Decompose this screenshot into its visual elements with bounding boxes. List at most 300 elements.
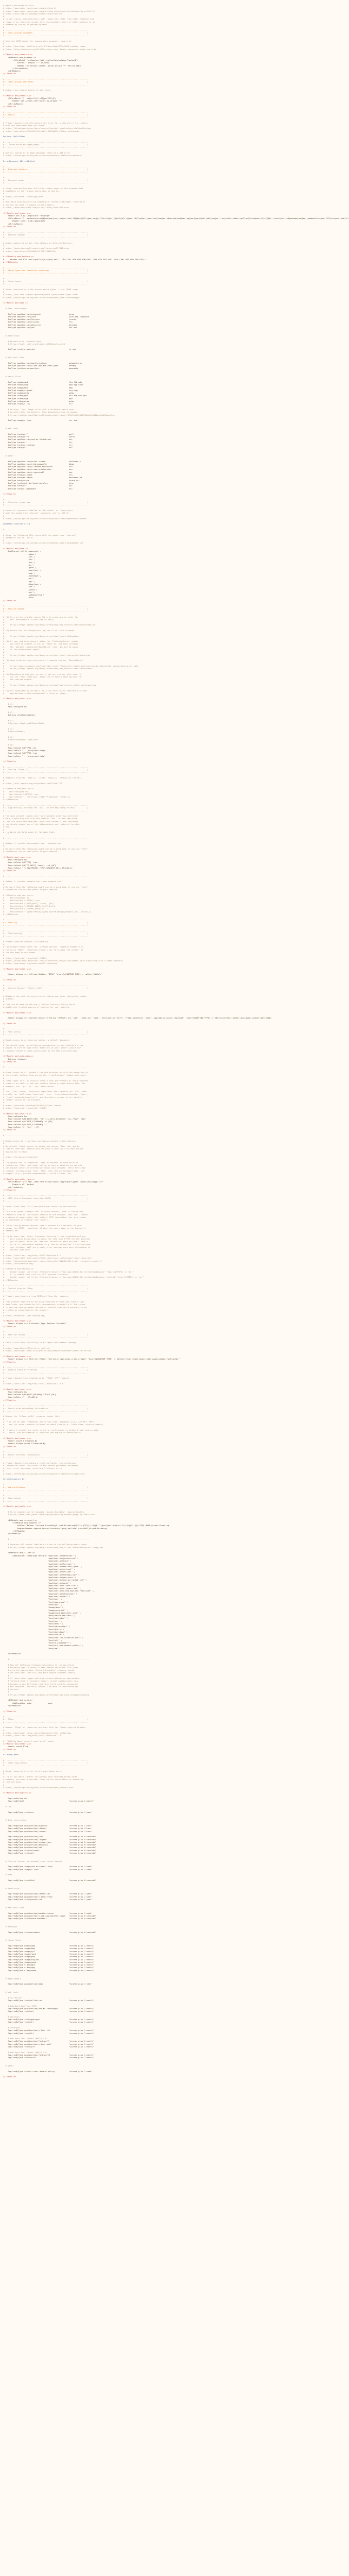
code-line: "application/geo+json" \ — [3, 1576, 76, 1579]
code-line: "font/eot" \ — [3, 1598, 62, 1601]
code-line: ExpiresByType image/jpeg "access plus 1 month" — [3, 1952, 94, 1955]
comment-line: # with the media type `charset` parameter set to `UTF-8`. — [3, 512, 71, 515]
code-line: <IfModule mod_mime.c> — [3, 1699, 33, 1702]
comment-line: # | Referrer Policy | — [3, 1333, 88, 1336]
comment-line: # | Media types | — [3, 279, 88, 282]
comment-line: # https://developer.yahoo.com/blogs/ydn/pushing-beyond-gzipping-25601.html — [3, 1513, 95, 1516]
section-divider: # ---------------------------------------------------------------------- — [3, 116, 88, 119]
code-line: .json \ — [3, 566, 37, 569]
code-line: .mjs \ — [3, 580, 35, 583]
comment-line: # Option 2: rewrite example.com → www.example.com — [3, 880, 61, 883]
comment-line: # Data interchange — [3, 1819, 27, 1822]
comment-line: # — [3, 686, 5, 689]
comment-line: # Use <meta http-equiv="X-UA-Compatible" content="IE=edge"> instead if — [3, 200, 86, 204]
code-line: ExpiresByType image/png "access plus 1 month" — [3, 1955, 94, 1958]
comment-line: # By default, block access to backup and source files that may be — [3, 1145, 80, 1148]
comment-line: # Allow cross-origin access to web fonts. — [3, 89, 51, 92]
code-line: AddType video/webm webm — [3, 400, 74, 403]
comment-line: # — [3, 1426, 5, 1429]
module-tag: </IfModule> — [3, 2075, 16, 2078]
comment-line: # `Content-Enable` response header, client applications (e.g.: — [3, 1680, 81, 1683]
comment-line: # | Compression | — [3, 1497, 88, 1500]
comment-line: # ---------------------------------------------------------------------- — [3, 935, 88, 938]
comment-line: # — [3, 1297, 5, 1300]
comment-line: # You should leave the following uncommented, as you shouldn't allow — [3, 1044, 83, 1047]
comment-line: # anyone to surf through every directory on your server (which may — [3, 1046, 81, 1049]
section-divider: # ---------------------------------------------------------------------- — [3, 604, 88, 607]
comment-line: # — [3, 1076, 5, 1079]
code-line: </IfModule> — [3, 1704, 21, 1707]
section-divider: # ---------------------------------------------------------------------- — [3, 924, 88, 927]
module-tag: </IfModule> — [3, 72, 16, 75]
comment-line: # RewriteCond %{HTTP_HOST} !^www\. [NC] — [3, 902, 54, 905]
comment-line: # URLs, especially not with and without `www.` at the beginning. — [3, 817, 79, 820]
section-heading: # | Security | — [3, 921, 88, 924]
module-tag: <IfModule mod_rewrite.c> — [3, 1387, 31, 1391]
code-line: RewriteCond %{REQUEST_URI} "!(^|/)\.well-known/([^./]+./?)+$" [NC] — [3, 1117, 86, 1121]
comment-line: # of the performance impact. — [3, 648, 41, 651]
comment-line: # Serve all resources labeled as `text/html` or `text/plain` — [3, 509, 74, 512]
comment-line: # https://tools.ietf.org/html/rfc5785 — [3, 1106, 47, 1109]
code-line: "text/html" \ — [3, 1622, 63, 1625]
directive-line: ErrorDocument 404 /404.html — [3, 159, 35, 162]
comment-line: # https://github.com/h5bp/html5-boilerplate/commit/37b5fec090d00f38de64b591bcddcb205aadf8ee — [3, 413, 115, 416]
comment-line: # https://tools.ietf.org/html/rfc6797#section-6.1 — [3, 1253, 61, 1257]
code-line: AddType application/octet-stream safariextz — [3, 460, 81, 463]
comment-line: # https://www.nginx.com/resources/wiki/start/ — [3, 7, 56, 10]
module-tag: # <IfModule mod_headers.c> — [3, 255, 34, 258]
comment-line: # Redirect from the `http://` to the `https://` version of the URL. — [3, 776, 82, 779]
comment-line: # https://httpd.apache.org/docs/current/mod/mod_mime.html#addtype — [3, 296, 80, 299]
code-line: <IfModule mod_headers.c> — [3, 1521, 41, 1524]
comment-line: # — [3, 651, 5, 654]
code-line: ExpiresByType audio/ogg "access plus 1 month" — [3, 1944, 94, 1947]
comment-line: # (2) — [3, 710, 14, 714]
module-tag: <IfModule mod_deflate.c> — [3, 1505, 31, 1508]
comment-line: # — [3, 670, 5, 673]
comment-line: # Force client-side TLS (Transport Layer Security) redirection. — [3, 1205, 78, 1208]
section-heading: # | Cross-origin web fonts | — [3, 80, 88, 83]
comment-line: # ---------------------------------------------------------------------- — [3, 1284, 88, 1287]
comment-line: # https://tools.ietf.org/html/rfc7231#section-4.3.8 — [3, 1382, 63, 1385]
comment-line: # ---------------------------------------------------------------------- — [3, 929, 88, 932]
comment-line: # RewriteEngine On — [3, 896, 29, 900]
comment-line: # — [3, 1379, 5, 1382]
comment-line: # ---------------------------------------------------------------------- — [3, 1764, 88, 1767]
comment-line: # https://httpd.apache.org/docs/current/mod/core.html#adddefaultcharset — [3, 517, 87, 520]
comment-line: # Option 1: rewrite www.example.com → example.com — [3, 842, 61, 845]
comment-line: # https://blogs.msdn.microsoft.com/ieinternals/2014/08/18/strict-transport-security/ — [3, 1259, 102, 1262]
section-divider: # ---------------------------------------------------------------------- — [3, 1488, 88, 1492]
comment-line: # Serve resources with far-future expiration date. — [3, 1770, 62, 1773]
comment-line: # — [3, 26, 5, 29]
code-line: ExpiresByType application/geo+json "access plus 0 seconds" — [3, 1843, 96, 1846]
comment-line: # RewriteOptions <options> — [3, 738, 39, 741]
comment-line: # prevents Internet Explorer from displaying them as images: — [3, 411, 79, 414]
comment-line: # ---------------------------------------------------------------------- — [3, 1494, 88, 1497]
comment-line: # you've specified in the `max-age` directive. When you don't have a — [3, 1240, 88, 1243]
comment-line: # Manifest files — [3, 1906, 25, 1909]
comment-line: # you should choose one of the alternatives and redirect the other — [3, 823, 81, 826]
comment-line: # to downgrade or redirect the request. — [3, 1218, 49, 1222]
code-line: ExpiresByType application/vnd.ms-fontobject "access plus 1 month" — [3, 2007, 94, 2010]
module-tag: </IfModule> — [3, 1022, 16, 1025]
code-line: "application/rss+xml" \ — [3, 1570, 75, 1573]
comment-line: # https://msdn.microsoft.com/en-us/library/ff955275.aspx — [3, 206, 69, 209]
code-line: Header unset ETag — [3, 1745, 28, 1748]
code-line: "text/cache-manifest" \ — [3, 1614, 75, 1617]
comment-line: # | File access | — [3, 1030, 88, 1033]
comment-line: # Remove the `X-Powered-By` response header that: — [3, 1415, 61, 1418]
code-line: "image/vnd.microsoft.icon" \ — [3, 1611, 81, 1614]
code-line: </IfModule> — [3, 1529, 26, 1532]
comment-line: # subdomains for certain parts of your website. — [3, 888, 59, 891]
comment-line: # ---------------------------------------------------------------------- — [3, 1720, 88, 1723]
comment-line: # ---------------------------------------------------------------------- — [3, 1194, 88, 1197]
code-line: "text/vcard" \ — [3, 1633, 64, 1636]
comment-line: # — [3, 779, 5, 782]
code-line: Header unset X-UA-Compatible — [3, 219, 46, 223]
comment-line: # https://blog.chromium.org/2011/07/using-cross-domain-images-in-webgl-and.html — [3, 47, 96, 50]
comment-line: # https://httpd.apache.org/docs/current/misc/perf-tuning.html#symlinks — [3, 653, 91, 656]
comment-line: # updated by the nginx packaging team. — [3, 23, 48, 26]
comment-line: # ---------------------------------------------------------------------- — [3, 146, 88, 149]
comment-line: # (4) Some cloud hosting services will require you set `RewriteBase`. — [3, 659, 84, 662]
module-tag: </IfModule> — [3, 1325, 16, 1328]
code-line: ExpiresByType application/atom+xml "access plus 1 hour" — [3, 1824, 93, 1827]
code-line: AddType application/manifest+json webmanifest — [3, 361, 82, 364]
comment-line: # https://tools.ietf.org/html/rfc7034 — [3, 956, 47, 959]
comment-line: # Web Open Font Format (WOFF) 2.0 — [3, 2050, 47, 2054]
comment-line: # JavaScript — [3, 1887, 20, 1890]
comment-line: # - - - - - - - - - - - - - - - - - - - - - - - - - - - - - - - - - - — [3, 1537, 89, 1540]
comment-line: # ---------------------------------------------------------------------- — [3, 1404, 88, 1407]
code-line: "application/schema+json" \ — [3, 1573, 80, 1576]
section-divider: # ---------------------------------------------------------------------- — [3, 110, 88, 113]
module-tag: </IfModule> — [3, 1445, 16, 1448]
comment-line: # — [3, 539, 5, 542]
comment-line: # content. — [3, 1688, 20, 1691]
comment-line: # (!) Be aware that Strict Transport Security is not revokable and you — [3, 1234, 86, 1238]
comment-line: # | Iframes cookies | — [3, 233, 88, 236]
code-line: AddType application/x-bb-appworld bbaw — [3, 462, 74, 465]
comment-line: # https://www.html5rocks.com/en/tutorials/security/transport-layer-security/ — [3, 1257, 93, 1260]
module-tag: </IfModule> — [3, 869, 16, 872]
module-tag: <IfModule mod_autoindex.c> — [3, 1055, 34, 1058]
code-line: ExpiresByType font/otf "access plus 1 month" — [3, 2021, 94, 2024]
comment-line: # — [3, 1783, 5, 1786]
comment-line: # Remove `ETags` as resources are sent with far-future expires headers. — [3, 1726, 87, 1729]
comment-line: # — [3, 1142, 5, 1145]
comment-line: # https://developer.yahoo.com/performance/rules.html#etags — [3, 1731, 72, 1734]
code-line: AddType application/vnd.ms-fontobject eot — [3, 438, 73, 441]
comment-line: # Nginx Configuration File — [3, 4, 34, 7]
code-line: RequestHeader append Accept-Encoding "gzip,deflate" env=HAVE_Accept-Encoding — [3, 1527, 107, 1530]
comment-line: # `FileETag None` doesn't work in all cases. — [3, 1739, 55, 1742]
module-tag: </IfModule> — [3, 1060, 16, 1063]
code-line: ExpiresDefault "access plus 1 month" — [3, 1800, 94, 1803]
code-line: RewriteRule .* - [R=405,L] — [3, 1396, 39, 1399]
code-line: RewriteEngine On — [3, 1390, 27, 1393]
comment-line: # redirects them to the secure version of the website, that still leaves — [3, 1213, 88, 1216]
comment-line: # ---------------------------------------------------------------------- — [3, 1289, 88, 1292]
code-line: Header always unset X-Powered-By — [3, 1442, 46, 1445]
module-tag: </IfModule> — [3, 1748, 16, 1751]
comment-line: # Embedded OpenType (EOT) — [3, 2004, 38, 2007]
comment-line: # | HTTP Strict Transport Security (HSTS) | — [3, 1196, 88, 1199]
code-line: "text/vnd.rim.location.xloc" \ — [3, 1636, 83, 1639]
code-line: <FilesMatch "(^#.*#|\.(bak|conf|dist|fla|in[ci]|log|orig|psd|sh|sql|sw[op])|~)$"> — [3, 1180, 103, 1183]
section-heading: # | Cross-origin requests | — [3, 31, 88, 34]
code-line: Header always set X-Content-Type-Options "nosniff" — [3, 1322, 67, 1325]
comment-line: # OpenType — [3, 2015, 20, 2018]
code-line: RewriteEngine On — [3, 1114, 27, 1117]
code-line: ExpiresByType application/font-woff "access plus 1 month" — [3, 2040, 94, 2043]
code-line: .vcard \ — [3, 588, 38, 591]
comment-line: # — [3, 1000, 5, 1003]
comment-line: # ---------------------------------------------------------------------- — [3, 1366, 88, 1369]
comment-line: # — [3, 1101, 5, 1104]
code-line: .vcf \ — [3, 590, 35, 594]
comment-line: # </IfModule> — [3, 1278, 19, 1281]
code-line: "application/vnd.ms-fontobject" \ — [3, 1579, 87, 1582]
comment-line: # https://tools.ietf.org/html/rfc7232#section-2.3 — [3, 1734, 61, 1737]
comment-line: # ---------------------------------------------------------------------- — [3, 1758, 88, 1761]
code-line: AddType text/markdown markdown md — [3, 476, 82, 479]
comment-line: # This can be done by setting a Content Security Policy which — [3, 1003, 75, 1006]
comment-line: # — [3, 1344, 5, 1347]
comment-line: # This can cause SEO problems (duplicate content), and therefore, — [3, 820, 80, 823]
comment-line: # (do note that this will NOT make Apache compress them!). — [3, 1671, 76, 1674]
code-line: ExpiresByType application/schema+json "access plus 0 seconds" — [3, 1840, 96, 1843]
comment-line: # information about the server to the server-generated documents — [3, 1464, 79, 1467]
code-line: "application/xhtml+xml" \ — [3, 1592, 78, 1595]
section-divider: # ---------------------------------------------------------------------- — [3, 28, 88, 31]
comment-line: # — [3, 192, 5, 195]
comment-line: # https://httpd.apache.org/docs/current/mod/core.html#serversignature — [3, 1472, 84, 1475]
comment-line: # https://httpd.apache.org/docs/current/mod/mod_filter.html#addoutputfilterbytype — [3, 1546, 103, 1549]
comment-line: # RewriteCond %{SERVER_ADDR} !=127.0.0.1 — [3, 904, 55, 907]
comment-line: # (!) NEVER USE BOTH RULES AT THE SAME TIME! — [3, 831, 55, 834]
code-line: "text/css" \ — [3, 1619, 62, 1622]
comment-line: # can expose sensitive information about your website. These files may — [3, 1166, 86, 1170]
comment-line: # includes rather private places such as the CMS's directories). — [3, 1049, 79, 1052]
comment-line: # — [3, 15, 5, 18]
comment-line: # RewriteCond %{HTTPS} !=on — [3, 792, 39, 795]
code-line: "text/javascript" \ — [3, 1625, 71, 1628]
comment-line: # Header always set Strict-Transport-Security "max-age=16070400; includeSubDomains; preload" "expr=%{HTTPS} == 'on'" — [3, 1276, 145, 1279]
comment-line: # | ETags | — [3, 1718, 88, 1721]
comment-line: # Block access to directories without a default document. — [3, 1038, 71, 1041]
comment-line: # include any files that might end up on your production server and — [3, 1164, 82, 1167]
comment-line: # subdomains for certain parts of your website. — [3, 850, 59, 853]
module-tag: </IfModule> — [3, 978, 16, 981]
code-line: ExpiresByType application/xml "access plus 0 seconds" — [3, 1846, 96, 1849]
comment-line: # <IfModule mod_rewrite.c> — [3, 893, 34, 896]
code-line: "font/opentype" \ — [3, 1600, 68, 1603]
comment-line: # https://www.w3.org/TR/2000/CR-P3P-20001215/ — [3, 249, 56, 252]
comment-line: # cases, the information it provides can expose vulnerabilities — [3, 1431, 81, 1434]
comment-line: # encoding type in order to make Apache serve the file types — [3, 1666, 79, 1669]
code-line: ExpiresByType text/xml "access plus 0 seconds" — [3, 1851, 96, 1854]
comment-line: # * doesn't provide any value to users, contributes to header bloat, and in some — [3, 1428, 99, 1431]
code-line: ExpiresByType font/woff2 "access plus 1 month" — [3, 2056, 94, 2059]
comment-line: # ---------------------------------------------------------------------- — [3, 277, 88, 280]
comment-line: # https://wiki.debian.org/Nginx/DirectoryStructure — [3, 12, 62, 15]
directive-line: ServerSignature Off — [3, 1478, 26, 1481]
comment-line: # Set a strict Referrer Policy to mitigate information leakage. — [3, 1341, 78, 1344]
comment-line: # RewriteRule ^(.*)$ https://%{HTTP_HOST}/$1 [R=301,L] — [3, 795, 71, 799]
section-heading: # | Errors | — [3, 113, 88, 116]
code-line: <FilesMatch "\.(bmp|cur|gif|ico|jpe?g|png|svgz?|webp)$"> — [3, 58, 79, 61]
code-line: .markdown \ — [3, 574, 41, 578]
comment-line: # Force compression for mangled `Accept-Encoding` request headers — [3, 1510, 84, 1513]
comment-line: # ---------------------------------------------------------------------- — [3, 1455, 88, 1459]
comment-line: # data leaks, and should be left uncommented, especially if the server — [3, 1303, 86, 1306]
comment-line: # Serving `.ico` image files with a different media type — [3, 408, 74, 411]
comment-line: # ---------------------------------------------------------------------- — [3, 236, 88, 239]
comment-line: # is serving user-uploaded content or content that could potentially be — [3, 1306, 87, 1309]
code-line: ExpiresByType application/rss+xml "access plus 1 hour" — [3, 1829, 93, 1833]
comment-line: # — [3, 1153, 5, 1156]
module-tag: <IfModule mod_headers.c> — [3, 211, 31, 214]
code-line: AddType application/rss+xml rss — [3, 320, 73, 324]
code-line: AddEncoding gzip svgz — [3, 1701, 53, 1704]
module-tag: <IfModule mod_headers.c> — [3, 1742, 31, 1745]
code-line: AddType image/svg+xml svg svgz — [3, 388, 79, 392]
comment-line: # https://httpd.apache.org/docs/current/mod/core.html#errordocument — [3, 154, 82, 157]
code-line: SetEnvIfNoCase ^(Accept-EncodXng|X-cept-Encoding|X{15}|~{15}|-{15})$ ^((gzip|deflate)\s*,?\s*)+|[X~-]{4,13}$ HAVE_Accept-Encoding — [3, 1524, 169, 1527]
comment-line: # RewriteRule ^ %{ENV:PROTO}://www.%{HTTP_HOST}%{REQUEST_URI} [R=301,L] — [3, 910, 92, 913]
code-line: </IfModule> — [3, 70, 21, 73]
module-tag: <IfModule mod_mime.c> — [3, 547, 28, 550]
code-line: AddType application/geo+json geojson — [3, 323, 78, 326]
comment-line: # https://www.iana.org/assignments/media-types/media-types.xhtml — [3, 293, 79, 296]
code-line: "text/markdown" \ — [3, 1630, 68, 1633]
comment-line: # Normalize to standard type. — [3, 340, 42, 343]
comment-line: # — [3, 954, 5, 957]
comment-line: # The example below sends the `X-Frame-Options` response header with — [3, 945, 83, 948]
code-line: ExpiresByType application/x-font-woff "access plus 1 month" — [3, 2042, 94, 2045]
code-line: RewriteEngine On — [3, 705, 27, 708]
code-line: AddType text/javascript js mjs — [3, 348, 76, 351]
comment-line: # https://httpd.apache.org/docs/current/mod/mod_mime.html#addencoding — [3, 1693, 89, 1696]
comment-line: # — [3, 514, 5, 517]
comment-line: # https://hsivonen.fi/doctype/#ie8 — [3, 195, 43, 198]
section-divider: # ---------------------------------------------------------------------- — [3, 83, 88, 86]
comment-line: # https://www.w3.org/TR/referrer-policy/ — [3, 1347, 50, 1350]
code-line: AddType video/mp4 f4v f4p m4v mp4 — [3, 394, 87, 397]
comment-line: # If these files types would be served without an appropriate — [3, 1676, 80, 1680]
comment-line: # HTML — [3, 1873, 13, 1876]
comment-line: # The following header ensures that a browser only connects to your — [3, 1224, 82, 1227]
code-line: ExpiresByType application/x-font-ttf "access plus 1 month" — [3, 2029, 94, 2032]
code-line: ExpiresByType text/calendar "access plus 0 seconds" — [3, 1849, 96, 1852]
code-line: .md \ — [3, 577, 34, 580]
code-line: AddType font/woff2 woff2 — [3, 435, 75, 438]
comment-line: # valid TLS connection anymore (e.g. due to an expired TLS certificate) — [3, 1243, 92, 1246]
comment-line: # This reduces exposure to drive-by download attacks and cross-origin — [3, 1300, 84, 1303]
comment-line: # leave it as reference inside of sites-available where it will continue to be — [3, 20, 95, 23]
comment-line: # Map the following filename extensions to the specified — [3, 1663, 74, 1666]
code-line: .ics \ — [3, 561, 35, 564]
comment-line: # — [3, 637, 5, 640]
comment-line: # https://httpd.apache.org/docs/current/mod/mod_rewrite.html#rewriteoptions — [3, 683, 96, 686]
section-divider: # ---------------------------------------------------------------------- — [3, 272, 88, 275]
comment-line: # https://httpd.apache.org/docs/current/mod/mod_rewrite.html#RewriteEngine — [3, 623, 95, 626]
directive-line: FileETag None — [3, 1753, 19, 1756]
comment-line: # — [3, 1690, 9, 1693]
code-line: <IfModule mod_filter.c> — [3, 1551, 35, 1554]
code-line: ExpiresByType application/wasm "access plus 1 year" — [3, 1982, 93, 1986]
comment-line: # left by some text editors and can pose a security risk when anyone — [3, 1147, 83, 1150]
comment-line: # ---------------------------------------------------------------------- — [3, 181, 88, 184]
code-line: ExpiresByType application/ld+json "access plus 0 seconds" — [3, 1838, 96, 1841]
comment-line: # Compress all output labeled with one of the following media types. — [3, 1543, 88, 1546]
comment-line: # the visible content from within the `/.well-known/` hidden directory. — [3, 1074, 87, 1077]
comment-line: # — [3, 681, 5, 684]
module-tag: </IfModule> — [3, 1709, 16, 1713]
code-line: ExpiresByType font/collection "access plus 1 month" — [3, 1999, 94, 2002]
code-line: RewriteEngine On — [3, 858, 27, 861]
comment-line: # Manifest files — [3, 356, 25, 359]
comment-line: # # (1) Enable your site for HSTS preload inclusion. — [3, 1273, 69, 1276]
comment-line: # (4) — [3, 727, 14, 730]
section-divider: # ---------------------------------------------------------------------- — [3, 918, 88, 921]
comment-line: # — [3, 1251, 5, 1254]
comment-line: # https://www.mnot.net/blog/2010/04/07/well-known — [3, 1104, 61, 1107]
comment-line: # https://www.owasp.org/index.php/Clickjacking — [3, 962, 58, 965]
code-line: AddType text/vnd.rim.location.xloc xloc — [3, 481, 74, 484]
comment-line: # — [3, 1232, 5, 1235]
comment-line: # https://blogs.msdn.microsoft.com/ieinternals/2010/03/30/combating-clickjacking-with-x-frame-options/ — [3, 959, 124, 962]
code-line: AddType application/json json map topojson — [3, 315, 89, 318]
comment-line: # — [3, 1041, 5, 1044]
comment-line: # ---------------------------------------------------------------------- — [3, 230, 88, 233]
code-line: RewriteCond %{SCRIPT_FILENAME} -d [OR] — [3, 1120, 53, 1123]
comment-line: # Web Open Font Format (WOFF) 1.0 — [3, 2037, 47, 2040]
comment-line: # — [3, 1207, 5, 1210]
comment-line: # ---------------------------------------------------------------------- — [3, 1715, 88, 1718]
code-line: AddType application/ld+json jsonld — [3, 318, 76, 321]
comment-line: # — [3, 1674, 9, 1677]
comment-line: # ---------------------------------------------------------------------- — [3, 1335, 88, 1338]
comment-line: # | Disable TRACE HTTP Method | — [3, 1368, 88, 1371]
code-line: AddType image/bmp bmp — [3, 386, 73, 389]
comment-line: # with the appropriate `Content-Encoding` response header — [3, 1669, 75, 1672]
comment-line: # JavaScript — [3, 334, 20, 337]
code-line: .css \ — [3, 555, 35, 558]
comment-line: # — [3, 883, 5, 886]
module-tag: <IfModule mod_headers.c> — [3, 1011, 31, 1014]
directive-line: AddDefaultCharset utf-8 — [3, 522, 30, 526]
comment-line: # — [3, 198, 5, 201]
comment-line: # the value `DENY`, informing browsers not to display the content of — [3, 948, 83, 951]
code-line: AddType application/x-chrome-extension crx — [3, 465, 73, 468]
code-line: "application/rdf+xml" \ — [3, 1568, 75, 1571]
comment-line: # — [3, 943, 5, 946]
comment-line: # (1) — [3, 703, 14, 705]
comment-line: # ---------------------------------------------------------------------- — [3, 1409, 88, 1412]
code-line: "application/x-web-app-manifest+json" \ — [3, 1589, 94, 1592]
comment-line: # ---------------------------------------------------------------------- — [3, 503, 88, 506]
comment-line: # and its value contains information about them (e.g.: their name, version number) — [3, 1423, 103, 1426]
comment-line: # RewriteCond %{SERVER_ADDR} !=::1 — [3, 907, 48, 910]
module-tag: <IfModule mod_rewrite.c> — [3, 1112, 31, 1115]
comment-line: # https://httpd.apache.org/docs/current/mod/mod_mime.html#addcharset — [3, 541, 83, 545]
comment-line: # RewriteBase / — [3, 730, 26, 733]
module-tag: <IfModule mod_rewrite.c> — [3, 697, 31, 700]
